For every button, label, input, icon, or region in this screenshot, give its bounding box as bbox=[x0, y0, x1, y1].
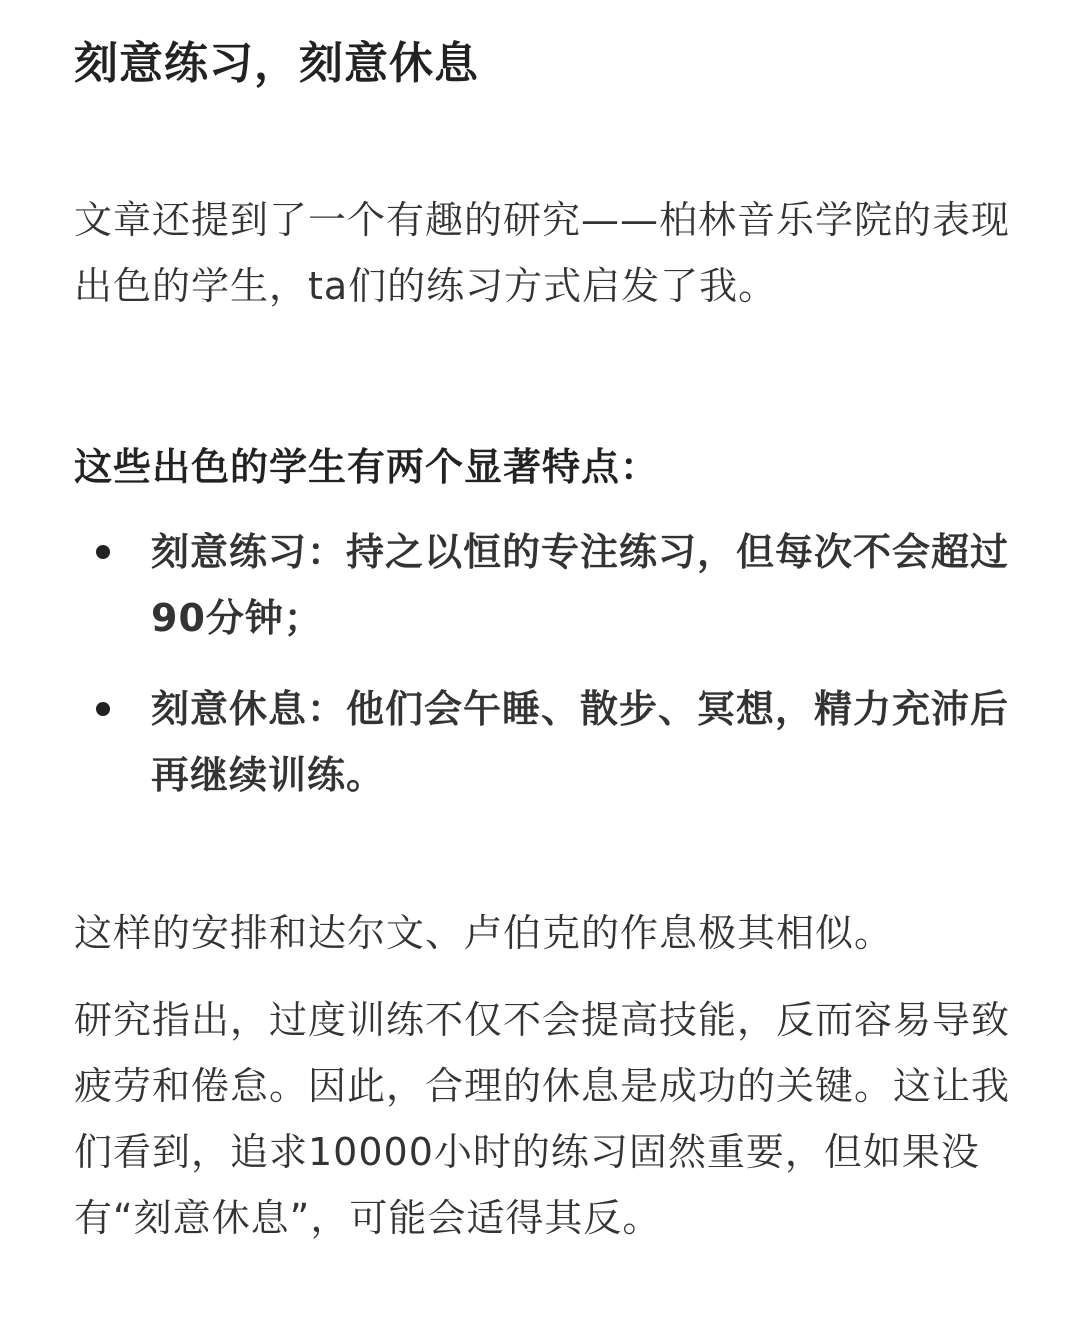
bullet-dot-icon bbox=[96, 702, 110, 716]
list-item-text: 刻意休息：他们会午睡、散步、冥想，精力充沛后再继续训练。 bbox=[151, 687, 1010, 797]
list-heading: 这些出色的学生有两个显著特点： bbox=[74, 445, 660, 489]
paragraph-comparison: 这样的安排和达尔文、卢伯克的作息极其相似。 bbox=[74, 911, 894, 955]
bullet-dot-icon bbox=[96, 545, 110, 559]
list-item-text: 刻意练习：持之以恒的专注练习，但每次不会超过90分钟； bbox=[151, 530, 1010, 640]
paragraph-intro: 文章还提到了一个有趣的研究——柏林音乐学院的表现出色的学生，ta们的练习方式启发了我。 bbox=[74, 198, 1011, 308]
paragraph-conclusion: 研究指出，过度训练不仅不会提高技能，反而容易导致疲劳和倦怠。因此，合理的休息是成功的关键。这让我们看到，追求10000小时的练习固然重要，但如果没有“刻意休息”，可能会适得其反。 bbox=[74, 998, 1011, 1240]
article-title: 刻意练习，刻意休息 bbox=[74, 38, 479, 89]
